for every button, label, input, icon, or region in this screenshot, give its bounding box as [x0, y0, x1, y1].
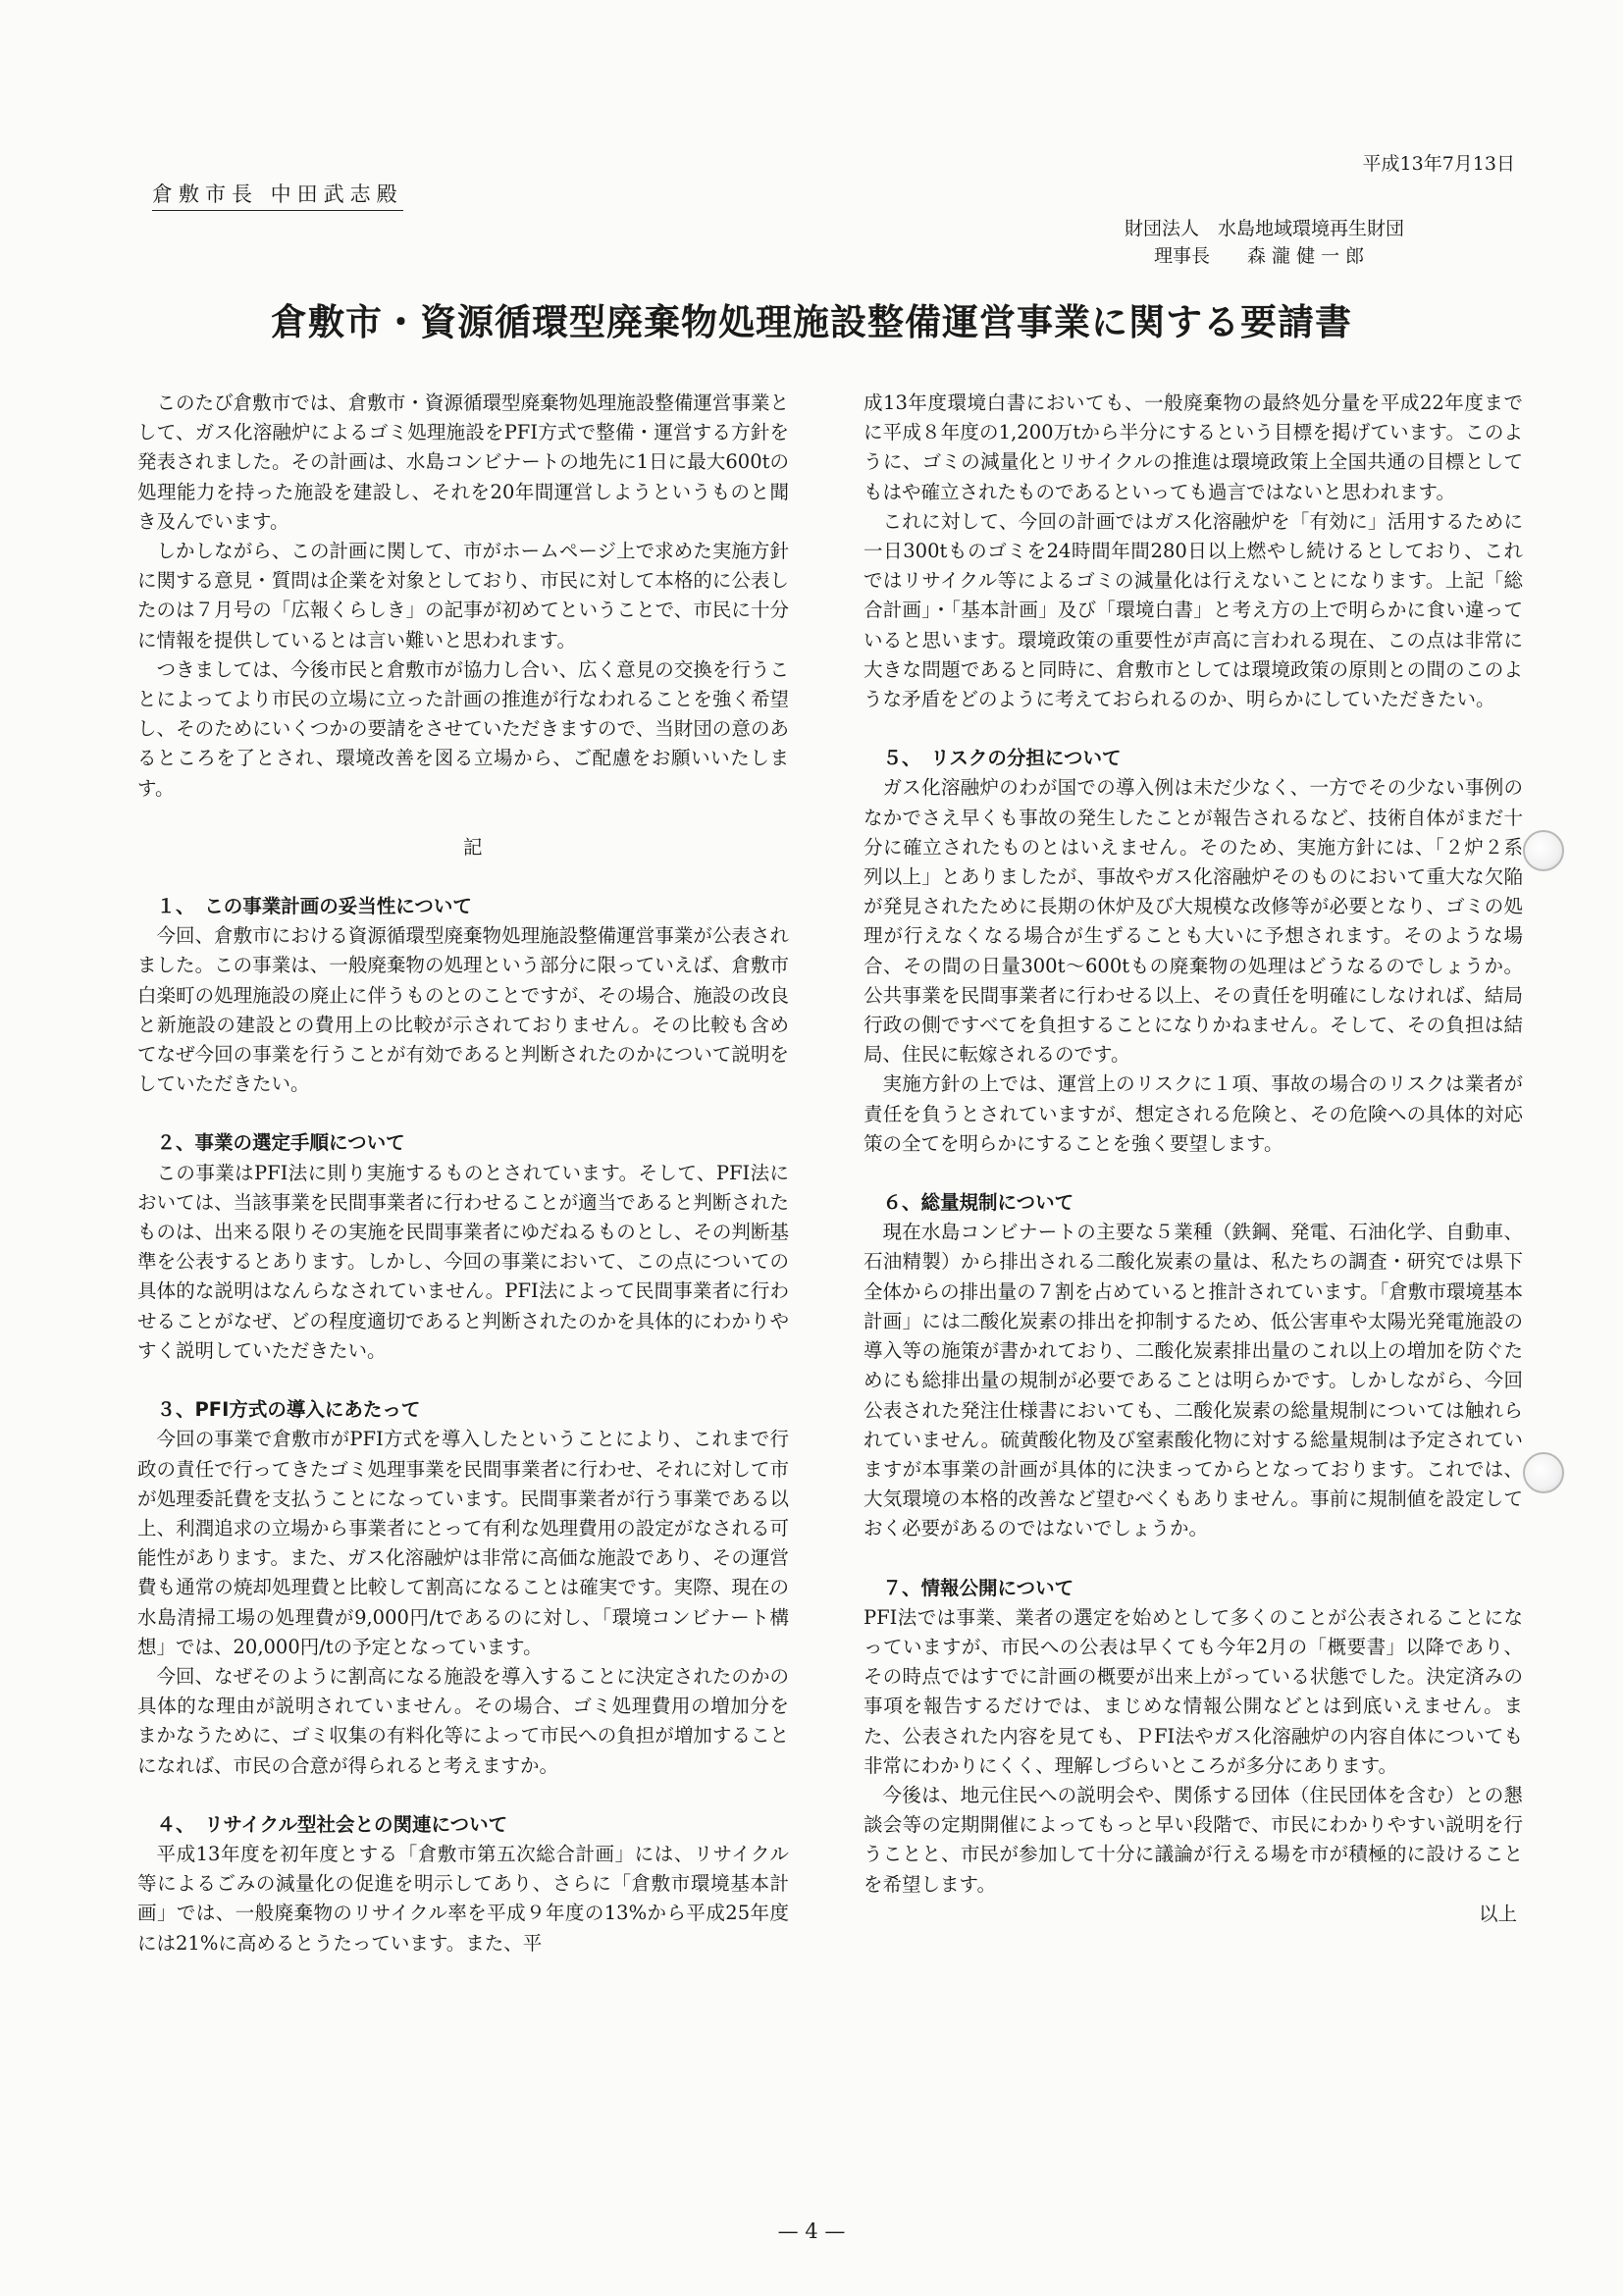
section-paragraph: 実施方針の上では、運営上のリスクに１項、事故の場合のリスクは業者が責任を負うとされていますが、想定される危険と、その危険への具体的対応策の全てを明らかにすることを強く要望します。 — [864, 1072, 1523, 1155]
document-date: 平成13年7月13日 — [1362, 153, 1515, 175]
section-heading-5: ５、 リスクの分担について — [882, 747, 1122, 770]
sender-name: 理事長 森 瀧 健 一 郎 — [1154, 245, 1365, 267]
section-heading-2: ２、事業の選定手順について — [156, 1131, 405, 1155]
ki-marker: 記 — [462, 835, 483, 859]
right-column — [864, 389, 1523, 1929]
section-heading-3: ３、PFI方式の導入にあたって — [156, 1398, 421, 1422]
section-paragraph: 平成13年度を初年度とする「倉敷市第五次総合計画」には、リサイクル等によるごみの減量化の促進を明示してあり、さらに「倉敷市環境基本計画」では、一般廃棄物のリサイクル率を平成９年度の13%から平成25年度には21%に高めるとうたっています。また、平 — [137, 1842, 789, 1955]
punch-hole-icon — [1523, 830, 1564, 871]
closing-mark: 以上 — [1478, 1902, 1517, 1925]
section-paragraph: PFI法では事業、業者の選定を始めとして多くのことが公表されることになっていますが、市民への公表は早くても今年2月の「概要書」以降であり、その時点ではすでに計画の概要が出来上がっている状態でした。決定済みの事項を報告するだけでは、まじめな情報公開などとは到底いえません。また、公表された内容を見ても、ＰFI法やガス化溶融炉の内容自体についても非常にわかりにくく、理解しづらいところが多分にあります。 — [864, 1605, 1523, 1777]
section-paragraph: 今後は、地元住民への説明会や、関係する団体（住民団体を含む）との懇談会等の定期開催によってもっと早い段階で、市民にわかりやすい説明を行うことと、市民が参加して十分に議論が行える場を市が積極的に設けることを希望します。 — [864, 1783, 1523, 1896]
section-heading-6: ６、総量規制について — [882, 1191, 1074, 1215]
section-paragraph: 今回、なぜそのように割高になる施設を導入することに決定されたのかの具体的な理由が説明されていません。その場合、ゴミ処理費用の増加分をまかなうために、ゴミ収集の有料化等によって市民への負担が増加することになれば、市民の合意が得られると考えますか。 — [137, 1664, 789, 1777]
page-number: — 4 — — [777, 2219, 846, 2243]
section-paragraph-continuation: 成13年度環境白書においても、一般廃棄物の最終処分量を平成22年度までに平成８年度の1,200万tから半分にするという目標を掲げています。このように、ゴミの減量化とリサイクルの推進は環境政策上全国共通の目標としてもはや確立されたものであるといっても過言ではないと思われます。 — [864, 391, 1523, 503]
left-column — [137, 389, 789, 1958]
section-paragraph: 今回、倉敷市における資源循環型廃棄物処理施設整備運営事業が公表されました。この事業は、一般廃棄物の処理という部分に限っていえば、倉敷市白楽町の処理施設の廃止に伴うものとのことですが、その場合、施設の改良と新施設の建設との費用上の比較が示されておりません。その比較も含めてなぜ今回の事業を行うことが有効であると判断されたのかについて説明をしていただきたい。 — [137, 924, 789, 1096]
section-heading-4: ４、 リサイクル型社会との関連について — [156, 1812, 508, 1836]
sender-organization: 財団法人 水島地域環境再生財団 — [1125, 218, 1405, 239]
section-paragraph: この事業はPFI法に則り実施するものとされています。そして、PFI法においては、当該事業を民間事業者に行わせることが適当であると判断されたものは、出来る限りその実施を民間事業者にゆだねるものとし、その判断基準を公表するとあります。しかし、今回の事業において、この点についての具体的な説明はなんらなされていません。PFI法によって民間事業者に行わせることがなぜ、どの程度適切であると判断されたのかを具体的にわかりやすく説明していただきたい。 — [137, 1161, 789, 1362]
section-paragraph: ガス化溶融炉のわが国での導入例は未だ少なく、一方でその少ない事例のなかでさえ早くも事故の発生したことが報告されるなど、技術自体がまだ十分に確立されたものとはいえません。そのため、実施方針には、「２炉２系列以上」とありましたが、事故やガス化溶融炉そのものにおいて重大な欠陥が発見されたために長期の休炉及び大規模な改修等が必要となり、ゴミの処理が行えなくなる場合が生ずることも大いに予想されます。そのような場合、その間の日量300t～600tもの廃棄物の処理はどうなるのでしょうか。公共事業を民間事業者に行わせる以上、その責任を明確にしなければ、結局行政の側ですべてを負担することになりかねません。そして、その負担は結局、住民に転嫁されるのです。 — [864, 776, 1523, 1067]
intro-paragraph: つきましては、今後市民と倉敷市が協力し合い、広く意見の交換を行うことによってより市民の立場に立った計画の推進が行なわれることを強く希望し、そのためにいくつかの要請をさせていただきますので、当財団の意のあるところを了とされ、環境改善を図る立場から、ご配慮をお願いいたします。 — [137, 657, 789, 800]
section-paragraph: これに対して、今回の計画ではガス化溶融炉を「有効に」活用するために一日300tものゴミを24時間年間280日以上燃やし続けるとしており、これではリサイクル等によるゴミの減量化は行えないことになります。上記「総合計画」・「基本計画」及び「環境白書」と考え方の上で明らかに食い違っていると思います。環境政策の重要性が声高に言われる現在、この点は非常に大きな問題であると同時に、倉敷市としては環境政策の原則との間のこのような矛盾をどのように考えておられるのか、明らかにしていただきたい。 — [864, 509, 1523, 711]
section-heading-1: １、 この事業計画の妥当性について — [156, 895, 472, 918]
section-paragraph: 今回の事業で倉敷市がPFI方式を導入したということにより、これまで行政の責任で行ってきたゴミ処理事業を民間事業者に行わせ、それに対して市が処理委託費を支払うことになっています。民間事業者が行う事業である以上、利潤追求の立場から事業者にとって有利な処理費用の設定がなされる可能性があります。また、ガス化溶融炉は非常に高価な施設であり、その運営費も通常の焼却処理費と比較して割高になることは確実です。実際、現在の水島清掃工場の処理費が9,000円/tであるのに対し、「環境コンビナート構想」では、20,000円/tの予定となっています。 — [137, 1428, 789, 1658]
section-heading-7: ７、情報公開について — [882, 1576, 1074, 1599]
addressee: 倉敷市長 中田武志殿 — [152, 179, 403, 211]
section-paragraph: 現在水島コンビナートの主要な５業種（鉄鋼、発電、石油化学、自動車、石油精製）から排出される二酸化炭素の量は、私たちの調査・研究では県下全体からの排出量の７割を占めていると推計されています。「倉敷市環境基本計画」には二酸化炭素の排出を抑制するため、低公害車や太陽光発電施設の導入等の施策が書かれており、二酸化炭素排出量のこれ以上の増加を防ぐためにも総排出量の規制が必要であることは明らかです。しかしながら、今回公表された発注仕様書においても、二酸化炭素の総量規制については触れられていません。硫黄酸化物及び窒素酸化物に対する総量規制は予定されていますが本事業の計画が具体的に決まってからとなっております。これでは、大気環境の本格的改善など望むべくもありません。事前に規制値を設定しておく必要があるのではないでしょうか。 — [864, 1221, 1523, 1540]
punch-hole-icon — [1523, 1452, 1564, 1493]
intro-paragraph: このたび倉敷市では、倉敷市・資源循環型廃棄物処理施設整備運営事業として、ガス化溶融炉によるゴミ処理施設をPFI方式で整備・運営する方針を発表されました。その計画は、水島コンビナートの地先に1日に最大600tの処理能力を持った施設を建設し、それを20年間運営しようというものと聞き及んでいます。 — [137, 391, 789, 533]
intro-paragraph: しかしながら、この計画に関して、市がホームページ上で求めた実施方針に関する意見・質問は企業を対象としており、市民に対して本格的に公表したのは７月号の「広報くらしき」の記事が初めてということで、市民に十分に情報を提供しているとは言い難いと思われます。 — [137, 540, 789, 652]
document-title: 倉敷市・資源循環型廃棄物処理施設整備運営事業に関する要請書 — [271, 300, 1352, 343]
